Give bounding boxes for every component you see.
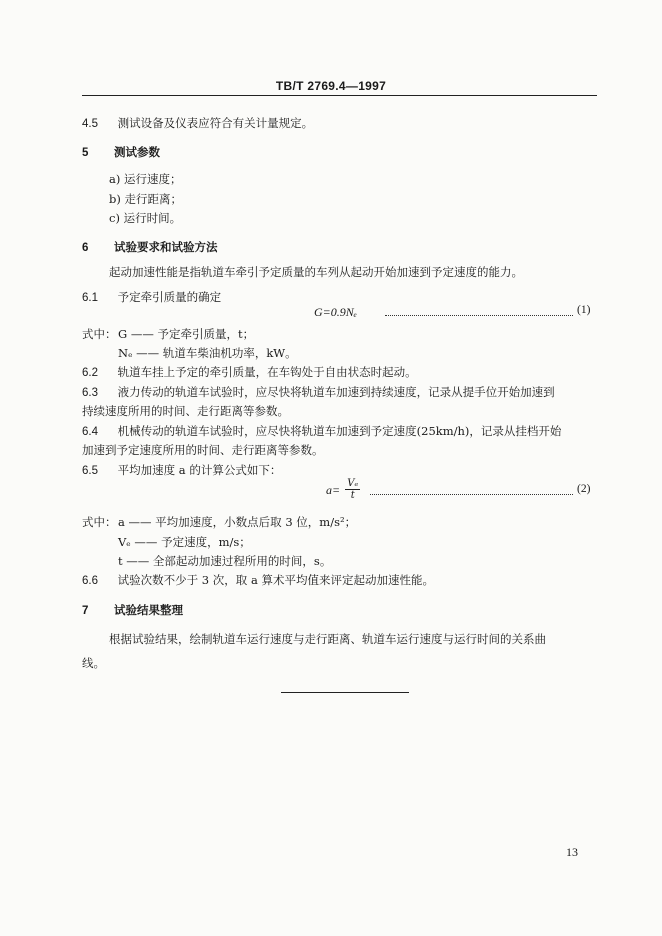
clause-number: 6.5 <box>82 465 98 477</box>
section-7-text-continued: 线。 <box>82 656 105 670</box>
fraction-numerator: Vₑ <box>347 478 359 489</box>
clause-number: 6.3 <box>82 387 98 399</box>
clause-text: 测试设备及仪表应符合有关计量规定。 <box>117 116 314 130</box>
section-7-heading <box>82 603 183 619</box>
clause-6-5 <box>82 463 281 479</box>
page-number: 13 <box>566 845 578 859</box>
equation-2 <box>326 478 360 501</box>
equation-number: (1) <box>577 304 591 316</box>
fraction-denominator: t <box>350 490 355 501</box>
clause-number: 6.4 <box>82 426 98 438</box>
clause-text: 机械传动的轨道车试验时，应尽快将轨道车加速到予定速度(25km/h)，记录从挂档开始 <box>117 424 562 438</box>
definition-line: Vₑ —— 予定速度，m/s； <box>118 535 251 549</box>
equation-leader-dots <box>385 315 573 316</box>
list-item: b) 走行距离； <box>109 192 183 206</box>
clause-text-continued: 持续速度所用的时间、走行距离等参数。 <box>82 404 289 418</box>
standard-code-header: TB/T 2769.4—1997 <box>275 79 387 93</box>
equation-lhs: a= <box>326 483 341 497</box>
clause-6-2 <box>82 365 417 381</box>
equation-1: G=0.9Nₑ <box>314 305 357 319</box>
section-7-text: 根据试验结果，绘制轨道车运行速度与走行距离、轨道车运行速度与运行时间的关系曲 <box>109 632 546 646</box>
clause-text: 平均加速度 a 的计算公式如下： <box>117 463 282 477</box>
clause-6-3 <box>82 385 555 401</box>
clause-number: 6.2 <box>82 367 98 379</box>
fraction <box>345 478 360 501</box>
clause-text: 液力传动的轨道车试验时，应尽快将轨道车加速到持续速度，记录从提手位开始加速到 <box>117 385 555 399</box>
end-rule <box>281 692 409 693</box>
section-number: 6 <box>82 242 89 254</box>
section-number: 7 <box>82 605 89 617</box>
section-5-heading <box>82 145 160 161</box>
clause-4-5 <box>82 116 313 132</box>
where-label: 式中： <box>82 327 117 341</box>
clause-6-6 <box>82 573 434 589</box>
where-label: 式中： <box>82 515 117 529</box>
clause-text-continued: 加速到予定速度所用的时间、走行距离等参数。 <box>82 443 324 457</box>
definition-line: t —— 全部起动加速过程所用的时间，s。 <box>118 554 332 568</box>
equation-leader-dots <box>370 494 573 495</box>
clause-number: 4.5 <box>82 118 98 130</box>
definition-line: G —— 予定牵引质量，t； <box>118 327 255 341</box>
section-title: 试验结果整理 <box>114 603 184 617</box>
clause-number: 6.1 <box>82 292 98 304</box>
equation-number: (2) <box>577 483 591 495</box>
list-item: c) 运行时间。 <box>109 211 182 225</box>
definition-line: a —— 平均加速度，小数点后取 3 位，m/s²； <box>118 515 357 529</box>
clause-text: 试验次数不少于 3 次，取 a 算术平均值来评定起动加速性能。 <box>117 573 434 587</box>
section-title: 试验要求和试验方法 <box>114 240 218 254</box>
list-item: a) 运行速度； <box>109 172 182 186</box>
section-6-intro: 起动加速性能是指轨道车牵引予定质量的车列从起动开始加速到予定速度的能力。 <box>109 265 523 279</box>
section-number: 5 <box>82 147 89 159</box>
definition-line: Nₑ —— 轨道车柴油机功率，kW。 <box>118 346 297 360</box>
clause-number: 6.6 <box>82 575 98 587</box>
clause-6-4 <box>82 424 561 440</box>
header-rule <box>82 95 597 96</box>
clause-text: 轨道车挂上予定的牵引质量，在车钩处于自由状态时起动。 <box>117 365 417 379</box>
section-title: 测试参数 <box>114 145 161 159</box>
section-6-heading <box>82 240 218 256</box>
clause-title: 予定牵引质量的确定 <box>117 290 222 304</box>
clause-6-1-heading <box>82 290 221 306</box>
